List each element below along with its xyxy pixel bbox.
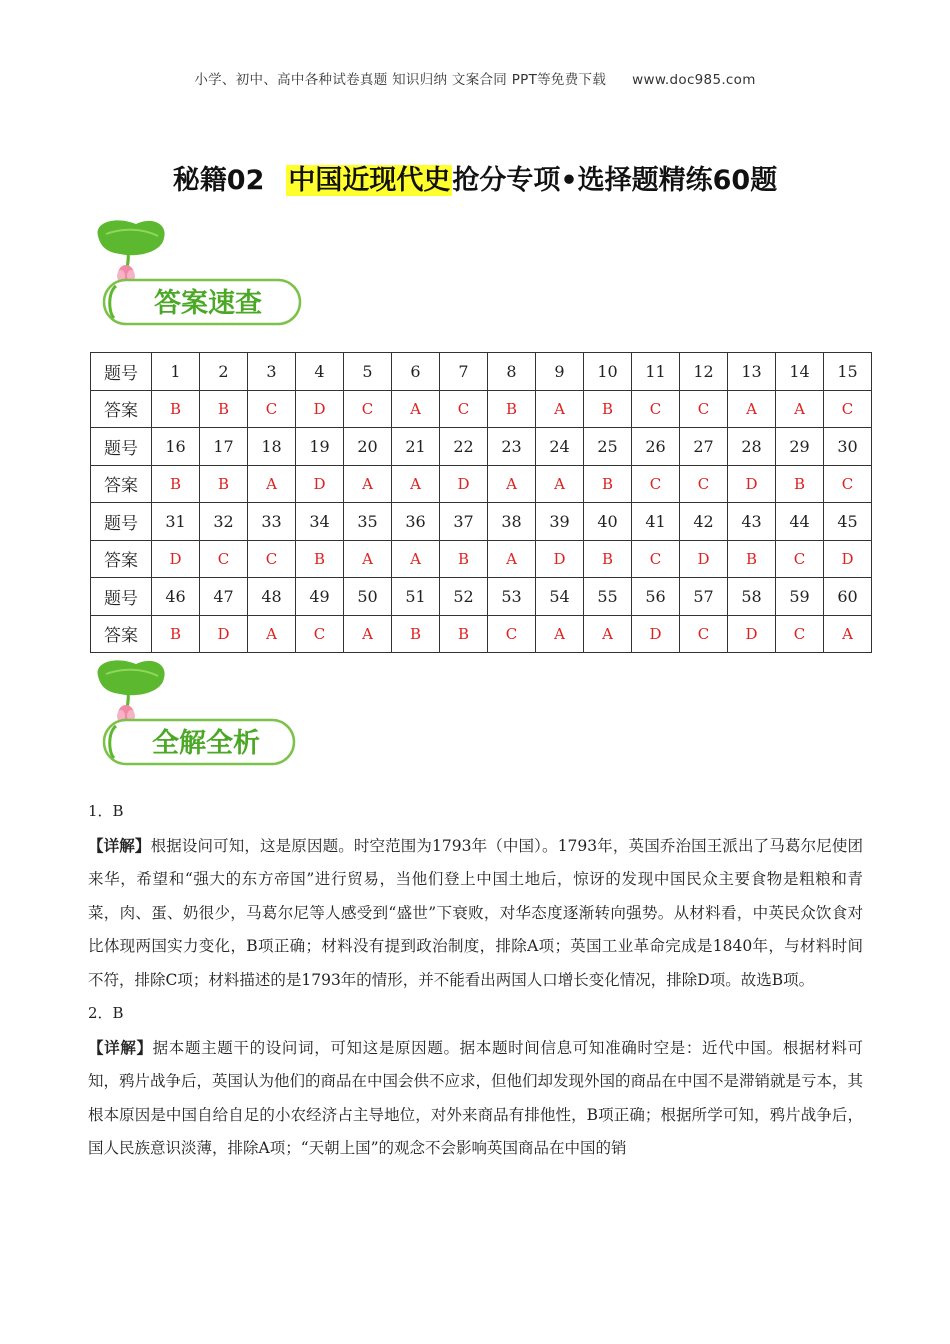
answer-cell: A: [728, 390, 776, 428]
answer-cell: D: [296, 465, 344, 503]
answer-cell: D: [200, 615, 248, 653]
question-number-cell: 45: [824, 503, 872, 541]
analysis-content: [88, 795, 863, 1166]
question-number-cell: 46: [152, 578, 200, 616]
question-number-cell: 51: [392, 578, 440, 616]
answer-cell: C: [776, 615, 824, 653]
answer-table: [90, 352, 872, 653]
question-number-cell: 33: [248, 503, 296, 541]
question-number-cell: 16: [152, 428, 200, 466]
question-label-cell: 题号: [91, 578, 152, 616]
answer-cell: A: [824, 615, 872, 653]
page-title: [0, 158, 950, 197]
question-number-cell: 30: [824, 428, 872, 466]
answer-cell: C: [680, 615, 728, 653]
question-number-row: [91, 428, 872, 466]
answer-cell: C: [824, 390, 872, 428]
question-number-cell: 22: [440, 428, 488, 466]
answer-cell: C: [632, 465, 680, 503]
detail-tag: 【详解】: [88, 1037, 153, 1057]
question-number-cell: 21: [392, 428, 440, 466]
question-number-cell: 26: [632, 428, 680, 466]
question-number-cell: 35: [344, 503, 392, 541]
answer-cell: C: [488, 615, 536, 653]
question-number-cell: 4: [296, 353, 344, 391]
answer-cell: B: [392, 615, 440, 653]
question-number-cell: 7: [440, 353, 488, 391]
question-number-row: [91, 578, 872, 616]
question-number-cell: 59: [776, 578, 824, 616]
question-number-cell: 24: [536, 428, 584, 466]
question-number-cell: 15: [824, 353, 872, 391]
answer-cell: B: [584, 465, 632, 503]
answer-cell: A: [248, 615, 296, 653]
answer-cell: A: [344, 615, 392, 653]
question-number-cell: 31: [152, 503, 200, 541]
answer-cell: D: [536, 540, 584, 578]
answer-cell: C: [248, 390, 296, 428]
question-number-cell: 52: [440, 578, 488, 616]
answer-cell: D: [728, 615, 776, 653]
answer-cell: A: [584, 615, 632, 653]
answer-cell: B: [152, 465, 200, 503]
question-number-cell: 54: [536, 578, 584, 616]
answer-cell: A: [536, 615, 584, 653]
question-number-cell: 8: [488, 353, 536, 391]
question-number-cell: 12: [680, 353, 728, 391]
answer-cell: C: [440, 390, 488, 428]
question-number-cell: 42: [680, 503, 728, 541]
answer-cell: B: [440, 540, 488, 578]
answer-cell: A: [392, 540, 440, 578]
answer-label-cell: 答案: [91, 390, 152, 428]
answer-cell: B: [776, 465, 824, 503]
answer-cell: B: [584, 540, 632, 578]
question-number-cell: 27: [680, 428, 728, 466]
answer-cell: D: [296, 390, 344, 428]
answer-cell: A: [536, 465, 584, 503]
lotus-leaf-icon: [92, 658, 307, 770]
answer-label-cell: 答案: [91, 615, 152, 653]
question-number-row: [91, 353, 872, 391]
question-number-cell: 39: [536, 503, 584, 541]
question-number-cell: 25: [584, 428, 632, 466]
answer-cell: C: [632, 540, 680, 578]
answer-cell: A: [488, 465, 536, 503]
explanation-text: 根据设问可知，这是原因题。时空范围为1793年（中国）。1793年，英国乔治国王派出了马葛尔尼使团来华，希望和“强大的东方帝国”进行贸易，当他们登上中国土地后，惊讶的发现中国民众主要食物是粗粮和青菜，肉、蛋、奶很少，马葛尔尼等人感受到“盛世”下衰败，对华态度逐渐转向强势。从材料看，中英民众饮食对比体现两国实力变化，B项正确；材料没有提到政治制度，排除A项；英国工业革命完成是1840年，与材料时间不符，排除C项；材料描述的是1793年的情形，并不能看出两国人口增长变化情况，排除D项。故选B项。: [88, 836, 863, 989]
detail-tag: 【详解】: [88, 835, 151, 855]
answer-cell: A: [344, 540, 392, 578]
question-number-cell: 36: [392, 503, 440, 541]
question-number-cell: 29: [776, 428, 824, 466]
question-number-cell: 34: [296, 503, 344, 541]
answer-row: [91, 615, 872, 653]
answer-cell: C: [776, 540, 824, 578]
question-number-row: [91, 503, 872, 541]
answer-cell: D: [680, 540, 728, 578]
answer-cell: B: [200, 465, 248, 503]
explanation-text: 据本题主题干的设问词，可知这是原因题。据本题时间信息可知准确时空是：近代中国。根据材料可知，鸦片战争后，英国认为他们的商品在中国会供不应求，但他们却发现外国的商品在中国不是滞销就是亏本，其根本原因是中国自给自足的小农经济占主导地位，对外来商品有排他性，B项正确；根据所学可知，鸦片战争后，国人民族意识淡薄，排除A项；“天朝上国”的观念不会影响英国商品在中国的销: [88, 1038, 864, 1157]
question-number-cell: 10: [584, 353, 632, 391]
header-promo: 小学、初中、高中各种试卷真题 知识归纳 文案合同 PPT等免费下载: [194, 72, 607, 88]
question-2-explanation: [88, 1031, 863, 1166]
answer-cell: C: [824, 465, 872, 503]
answer-row: [91, 465, 872, 503]
question-number-cell: 49: [296, 578, 344, 616]
question-number-cell: 11: [632, 353, 680, 391]
question-number-cell: 57: [680, 578, 728, 616]
question-number-cell: 43: [728, 503, 776, 541]
question-number-cell: 38: [488, 503, 536, 541]
question-number-cell: 53: [488, 578, 536, 616]
question-number-cell: 56: [632, 578, 680, 616]
question-number-cell: 23: [488, 428, 536, 466]
question-number-cell: 32: [200, 503, 248, 541]
answer-label-cell: 答案: [91, 540, 152, 578]
title-prefix: 秘籍02: [172, 165, 265, 196]
question-number-cell: 6: [392, 353, 440, 391]
question-number-cell: 14: [776, 353, 824, 391]
question-label-cell: 题号: [91, 428, 152, 466]
question-number-cell: 40: [584, 503, 632, 541]
analysis-section-badge: [92, 658, 307, 770]
question-number-cell: 19: [296, 428, 344, 466]
question-number-cell: 48: [248, 578, 296, 616]
question-number-cell: 55: [584, 578, 632, 616]
answer-cell: A: [392, 465, 440, 503]
answer-cell: A: [488, 540, 536, 578]
answer-cell: C: [200, 540, 248, 578]
answer-row: [91, 390, 872, 428]
question-label-cell: 题号: [91, 353, 152, 391]
question-number-cell: 13: [728, 353, 776, 391]
answer-cell: B: [440, 615, 488, 653]
question-number-cell: 50: [344, 578, 392, 616]
answer-cell: B: [152, 390, 200, 428]
answer-cell: D: [728, 465, 776, 503]
answer-cell: A: [536, 390, 584, 428]
answer-cell: B: [488, 390, 536, 428]
answer-cell: A: [776, 390, 824, 428]
question-number-cell: 18: [248, 428, 296, 466]
answer-cell: C: [680, 465, 728, 503]
question-number-cell: 20: [344, 428, 392, 466]
answer-cell: B: [152, 615, 200, 653]
answer-cell: A: [344, 465, 392, 503]
answer-label-cell: 答案: [91, 465, 152, 503]
question-number-cell: 2: [200, 353, 248, 391]
answer-cell: C: [248, 540, 296, 578]
question-number-cell: 41: [632, 503, 680, 541]
question-number-cell: 17: [200, 428, 248, 466]
answer-cell: B: [200, 390, 248, 428]
question-1-explanation: [88, 829, 863, 998]
question-2-answer: 2．B: [88, 1004, 124, 1022]
answer-cell: D: [440, 465, 488, 503]
question-number-cell: 3: [248, 353, 296, 391]
answer-cell: C: [632, 390, 680, 428]
answer-cell: D: [824, 540, 872, 578]
question-number-cell: 44: [776, 503, 824, 541]
question-1-answer: 1．B: [88, 802, 124, 820]
answer-cell: A: [248, 465, 296, 503]
answer-cell: C: [296, 615, 344, 653]
question-label-cell: 题号: [91, 503, 152, 541]
answer-cell: A: [392, 390, 440, 428]
answer-cell: C: [680, 390, 728, 428]
page-header: [0, 68, 950, 88]
answer-cell: C: [344, 390, 392, 428]
answer-cell: D: [152, 540, 200, 578]
title-highlight: 中国近现代史: [288, 165, 451, 196]
lotus-leaf-icon: [92, 218, 307, 330]
header-url[interactable]: www.doc985.com: [632, 72, 756, 88]
question-number-cell: 47: [200, 578, 248, 616]
answers-badge-text: 答案速查: [154, 288, 262, 319]
question-number-cell: 37: [440, 503, 488, 541]
question-number-cell: 5: [344, 353, 392, 391]
answer-cell: B: [296, 540, 344, 578]
answers-section-badge: [92, 218, 307, 330]
question-number-cell: 60: [824, 578, 872, 616]
question-number-cell: 28: [728, 428, 776, 466]
question-number-cell: 58: [728, 578, 776, 616]
answer-row: [91, 540, 872, 578]
answer-cell: B: [728, 540, 776, 578]
question-number-cell: 9: [536, 353, 584, 391]
question-number-cell: 1: [152, 353, 200, 391]
answer-cell: B: [584, 390, 632, 428]
analysis-badge-text: 全解全析: [152, 728, 260, 759]
answer-cell: D: [632, 615, 680, 653]
title-rest: 抢分专项•选择题精练60题: [452, 165, 778, 196]
